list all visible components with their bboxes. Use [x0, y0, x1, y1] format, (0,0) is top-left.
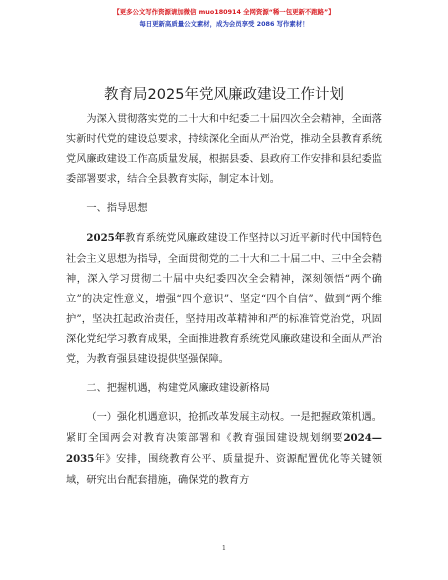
intro-paragraph: 为深入贯彻落实党的二十大和中纪委二十届四次全会精神，全面落实新时代党的建设总要求，持续深化全面从严治党，推动全县教育系统党风廉政建设工作高质量发展，根据县委、县政府工作安排和县纪委监委部署要求，结合全县教育实际，制定本计划。 — [66, 114, 382, 186]
section-1-heading: 一、指导思想 — [86, 203, 148, 215]
promo-banner — [0, 6, 448, 30]
document-body — [66, 110, 382, 500]
section-2-subsection-1 — [66, 408, 382, 490]
document-title: 教育局2025年党风廉政建设工作计划 — [104, 87, 344, 103]
promo-banner-line-1: 【更多公文写作资源请加微信 muo180914 全网资源“稀一包更新不跑路”】 — [113, 8, 335, 16]
section-2-heading: 二、把握机遇，构建党风廉政建设新格局 — [86, 383, 270, 395]
promo-banner-line-2: 每日更新高质量公文素材，成为会员享受 2086 写作素材！ — [139, 20, 309, 28]
section-2-subsection-1-text: （一）强化机遇意识，抢抓改革发展主动权。一是把握政策机遇。紧盯全国两会对教育决策部署和《教育强国建设规划纲要 — [66, 412, 382, 445]
section-2-subsection-1-tail: 年》安排，围绕教育公平、质量提升、资源配置优化等关键领域，研究出台配套措施，确保党的教育方 — [66, 454, 382, 486]
section-1-lead-year: 2025年 — [86, 232, 126, 245]
section-1-body: 教育系统党风廉政建设工作坚持以习近平新时代中国特色社会主义思想为指导，全面贯彻党的二十大和二十届二中、三中全会精神，深入学习贯彻二十届中央纪委四次全会精神，深刻领悟“两个确立”的决定性意义，增强“四个意识”、坚定“四个自信”、做到“两个维护”，坚决扛起政治责任，坚持用改革精神和严的标准管党治党，巩固深化党纪学习教育成果，全面推进教育系统党风廉政建设和全面从严治党，为教育强县建设提供坚强保障。 — [66, 233, 383, 366]
section-2-subsection-1-years: 2024—2035 — [66, 432, 382, 466]
section-1-paragraph — [66, 228, 382, 370]
page-number: 1 — [221, 544, 227, 552]
